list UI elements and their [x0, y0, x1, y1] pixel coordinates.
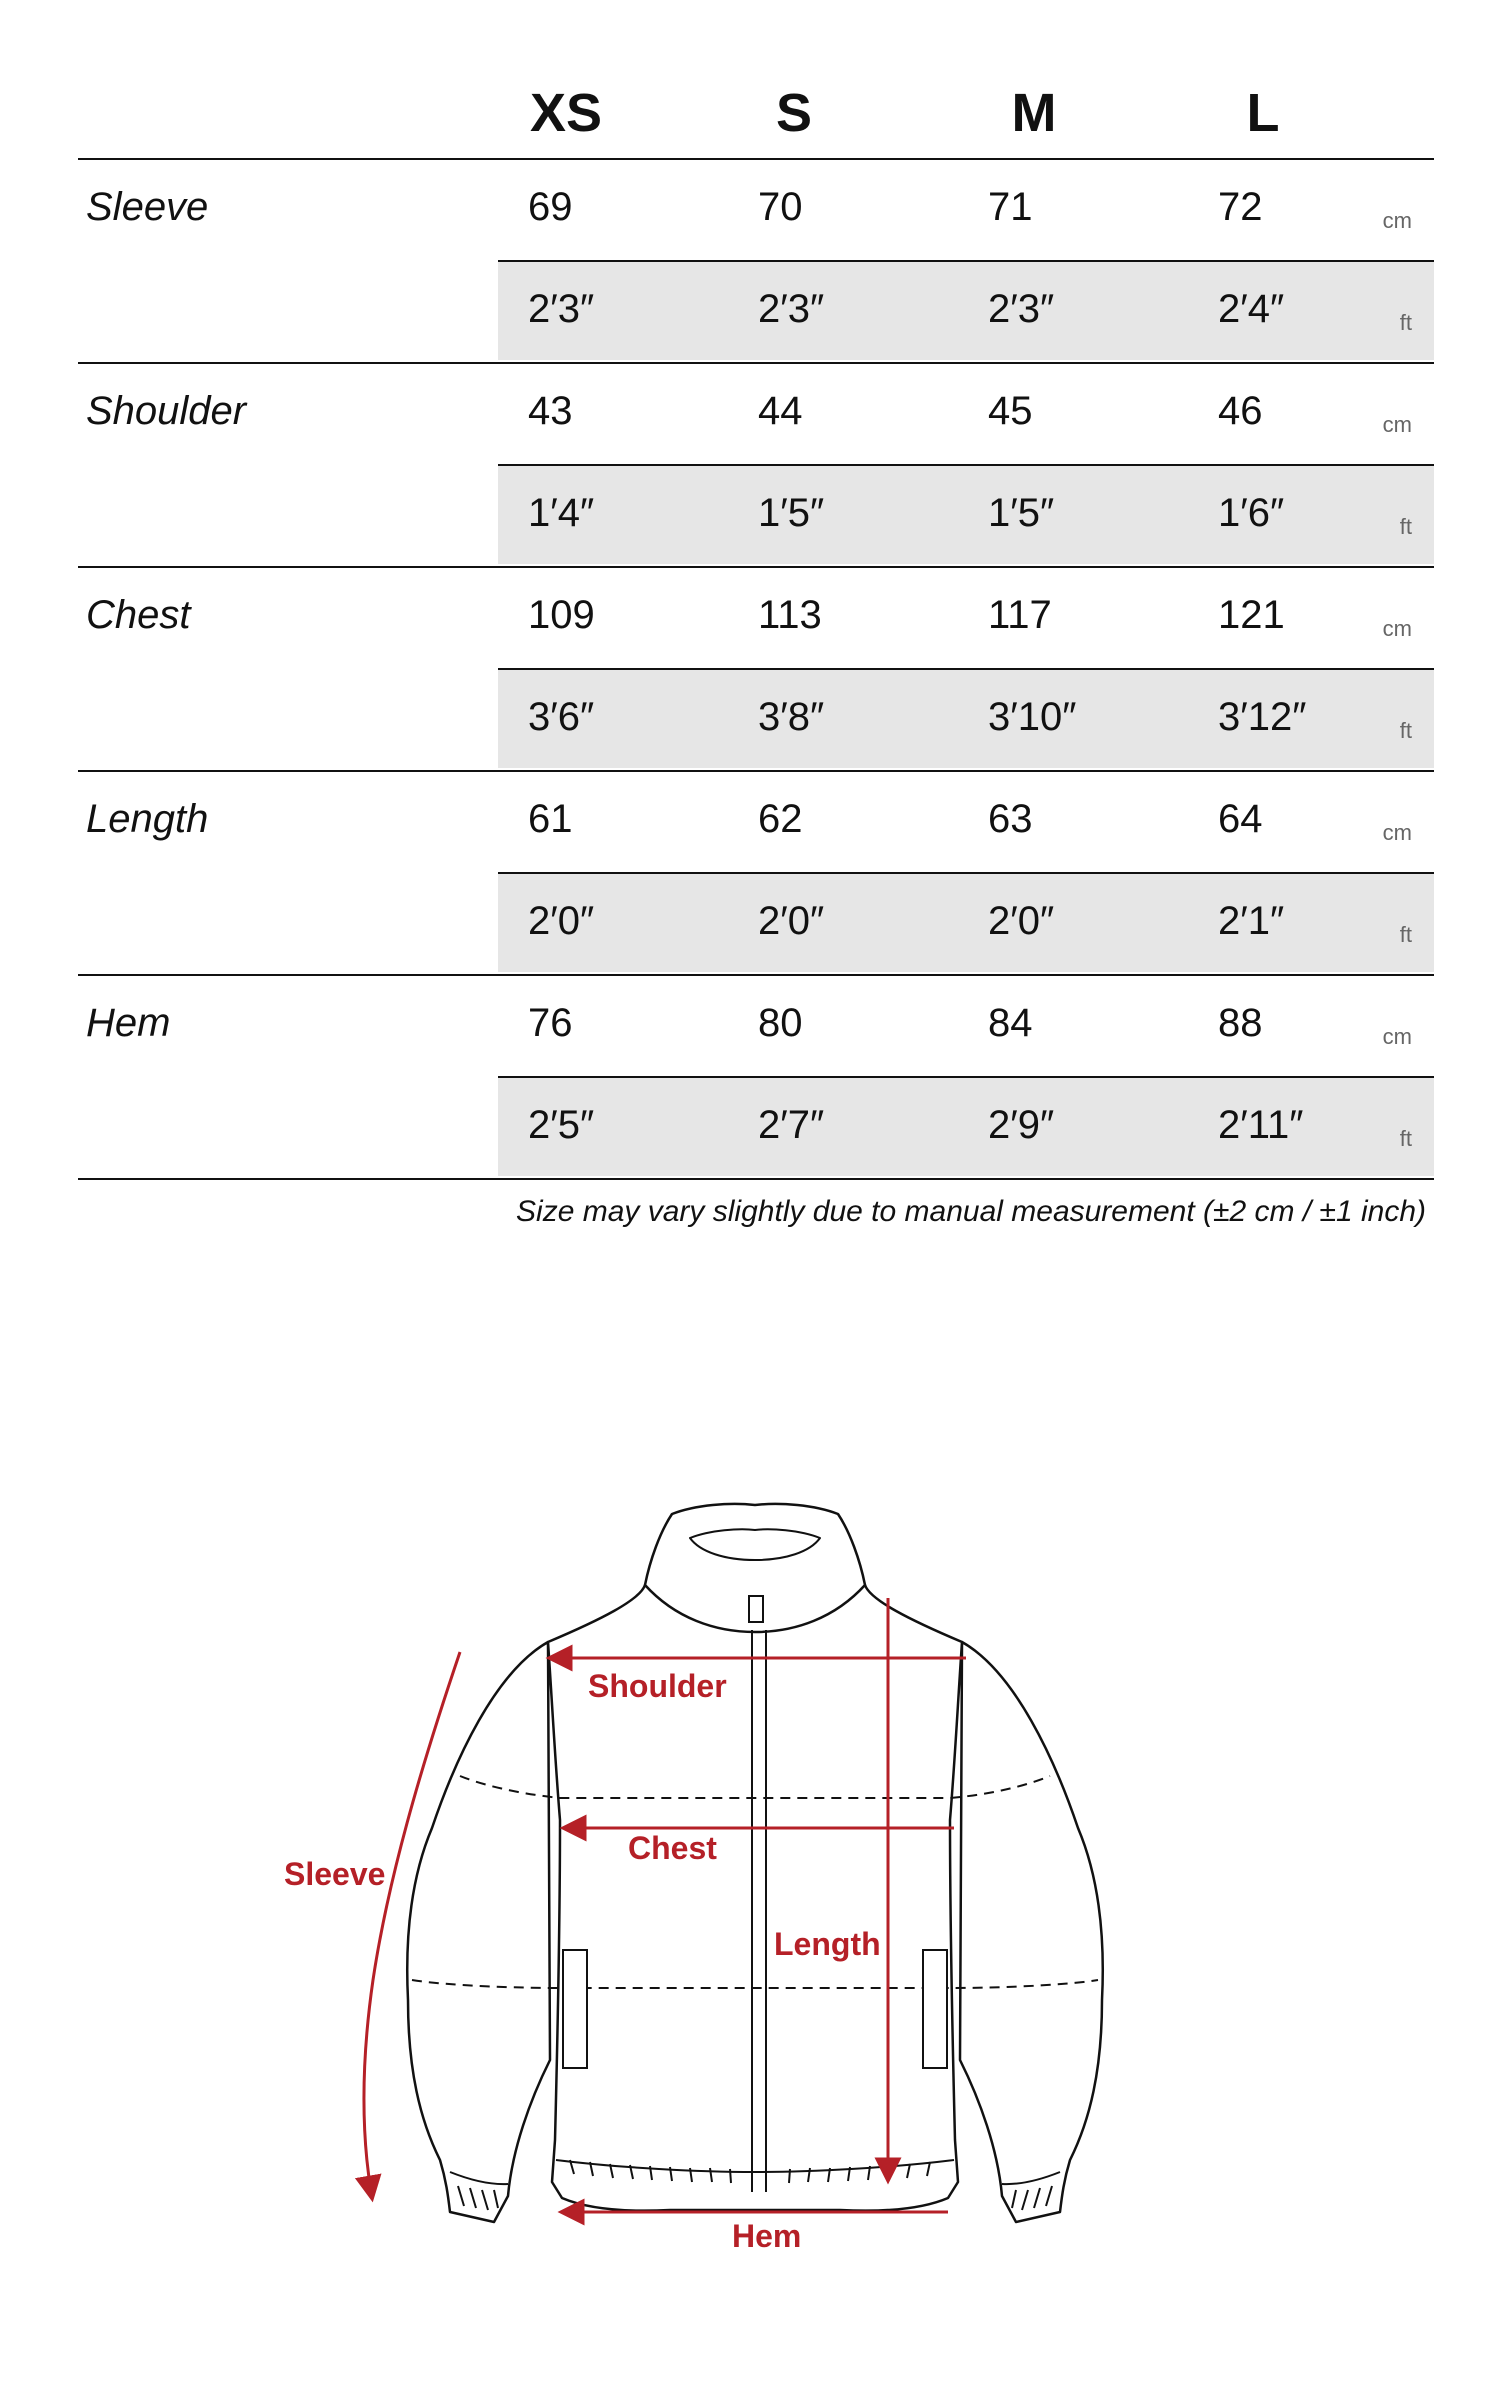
left-pocket — [563, 1950, 587, 2068]
label-sleeve: Sleeve — [284, 1856, 386, 1892]
unit-ft: ft — [1399, 718, 1412, 743]
cell-sleeve-cm-l: 72 — [1218, 185, 1263, 229]
cell-shoulder-ft-s: 1′5″ — [758, 491, 825, 535]
size-header-l: L — [1246, 83, 1280, 143]
label-chest: Chest — [628, 1830, 717, 1866]
cell-chest-cm-m: 117 — [988, 593, 1052, 637]
size-header-m: M — [1011, 83, 1057, 143]
unit-ft: ft — [1399, 922, 1412, 947]
cell-shoulder-cm-l: 46 — [1218, 389, 1263, 433]
cell-sleeve-cm-m: 71 — [988, 185, 1033, 229]
cell-sleeve-ft-xs: 2′3″ — [528, 287, 595, 331]
unit-ft: ft — [1399, 310, 1412, 335]
cell-chest-cm-xs: 109 — [528, 593, 595, 637]
row-label-sleeve: Sleeve — [86, 185, 209, 229]
cell-sleeve-ft-m: 2′3″ — [988, 287, 1055, 331]
unit-cm: cm — [1382, 616, 1412, 641]
cell-length-ft-xs: 2′0″ — [528, 899, 595, 943]
cell-sleeve-cm-s: 70 — [758, 185, 803, 229]
cell-hem-ft-l: 2′11″ — [1218, 1103, 1304, 1147]
row-label-length: Length — [86, 797, 209, 841]
unit-ft: ft — [1399, 514, 1412, 539]
cell-length-cm-xs: 61 — [528, 797, 573, 841]
cell-length-cm-m: 63 — [988, 797, 1033, 841]
cell-hem-ft-xs: 2′5″ — [528, 1103, 595, 1147]
cell-sleeve-cm-xs: 69 — [528, 185, 573, 229]
cell-hem-ft-m: 2′9″ — [988, 1103, 1055, 1147]
unit-cm: cm — [1382, 820, 1412, 845]
unit-cm: cm — [1382, 412, 1412, 437]
cell-length-cm-s: 62 — [758, 797, 803, 841]
row-label-chest: Chest — [86, 593, 191, 637]
cell-shoulder-cm-s: 44 — [758, 389, 803, 433]
cell-sleeve-ft-l: 2′4″ — [1218, 287, 1285, 331]
cell-chest-ft-s: 3′8″ — [758, 695, 825, 739]
right-pocket — [923, 1950, 947, 2068]
cell-chest-cm-l: 121 — [1218, 593, 1285, 637]
right-sleeve — [960, 1642, 1103, 2222]
cell-hem-cm-m: 84 — [988, 1001, 1033, 1045]
cell-length-ft-m: 2′0″ — [988, 899, 1055, 943]
cell-hem-ft-s: 2′7″ — [758, 1103, 825, 1147]
cell-length-ft-l: 2′1″ — [1218, 899, 1285, 943]
measurement-note: Size may vary slightly due to manual measurement (±2 cm / ±1 inch) — [516, 1195, 1426, 1228]
row-label-shoulder: Shoulder — [86, 389, 247, 433]
cell-length-ft-s: 2′0″ — [758, 899, 825, 943]
cell-hem-cm-l: 88 — [1218, 1001, 1263, 1045]
label-shoulder: Shoulder — [588, 1668, 727, 1704]
cell-shoulder-ft-xs: 1′4″ — [528, 491, 595, 535]
cell-length-cm-l: 64 — [1218, 797, 1263, 841]
cell-sleeve-ft-s: 2′3″ — [758, 287, 825, 331]
row-label-hem: Hem — [86, 1001, 171, 1045]
unit-cm: cm — [1382, 208, 1412, 233]
cell-hem-cm-s: 80 — [758, 1001, 803, 1045]
cell-chest-ft-l: 3′12″ — [1218, 695, 1307, 739]
cell-chest-cm-s: 113 — [758, 593, 822, 637]
cell-hem-cm-xs: 76 — [528, 1001, 573, 1045]
cell-shoulder-cm-xs: 43 — [528, 389, 573, 433]
left-sleeve — [407, 1642, 550, 2222]
cell-shoulder-ft-m: 1′5″ — [988, 491, 1055, 535]
cell-chest-ft-xs: 3′6″ — [528, 695, 595, 739]
size-header-s: S — [775, 83, 813, 143]
cell-chest-ft-m: 3′10″ — [988, 695, 1077, 739]
label-length: Length — [774, 1926, 881, 1962]
size-header-xs: XS — [529, 83, 603, 143]
unit-ft: ft — [1399, 1126, 1412, 1151]
cell-shoulder-cm-m: 45 — [988, 389, 1033, 433]
cell-shoulder-ft-l: 1′6″ — [1218, 491, 1285, 535]
label-hem: Hem — [732, 2218, 802, 2254]
unit-cm: cm — [1382, 1024, 1412, 1049]
